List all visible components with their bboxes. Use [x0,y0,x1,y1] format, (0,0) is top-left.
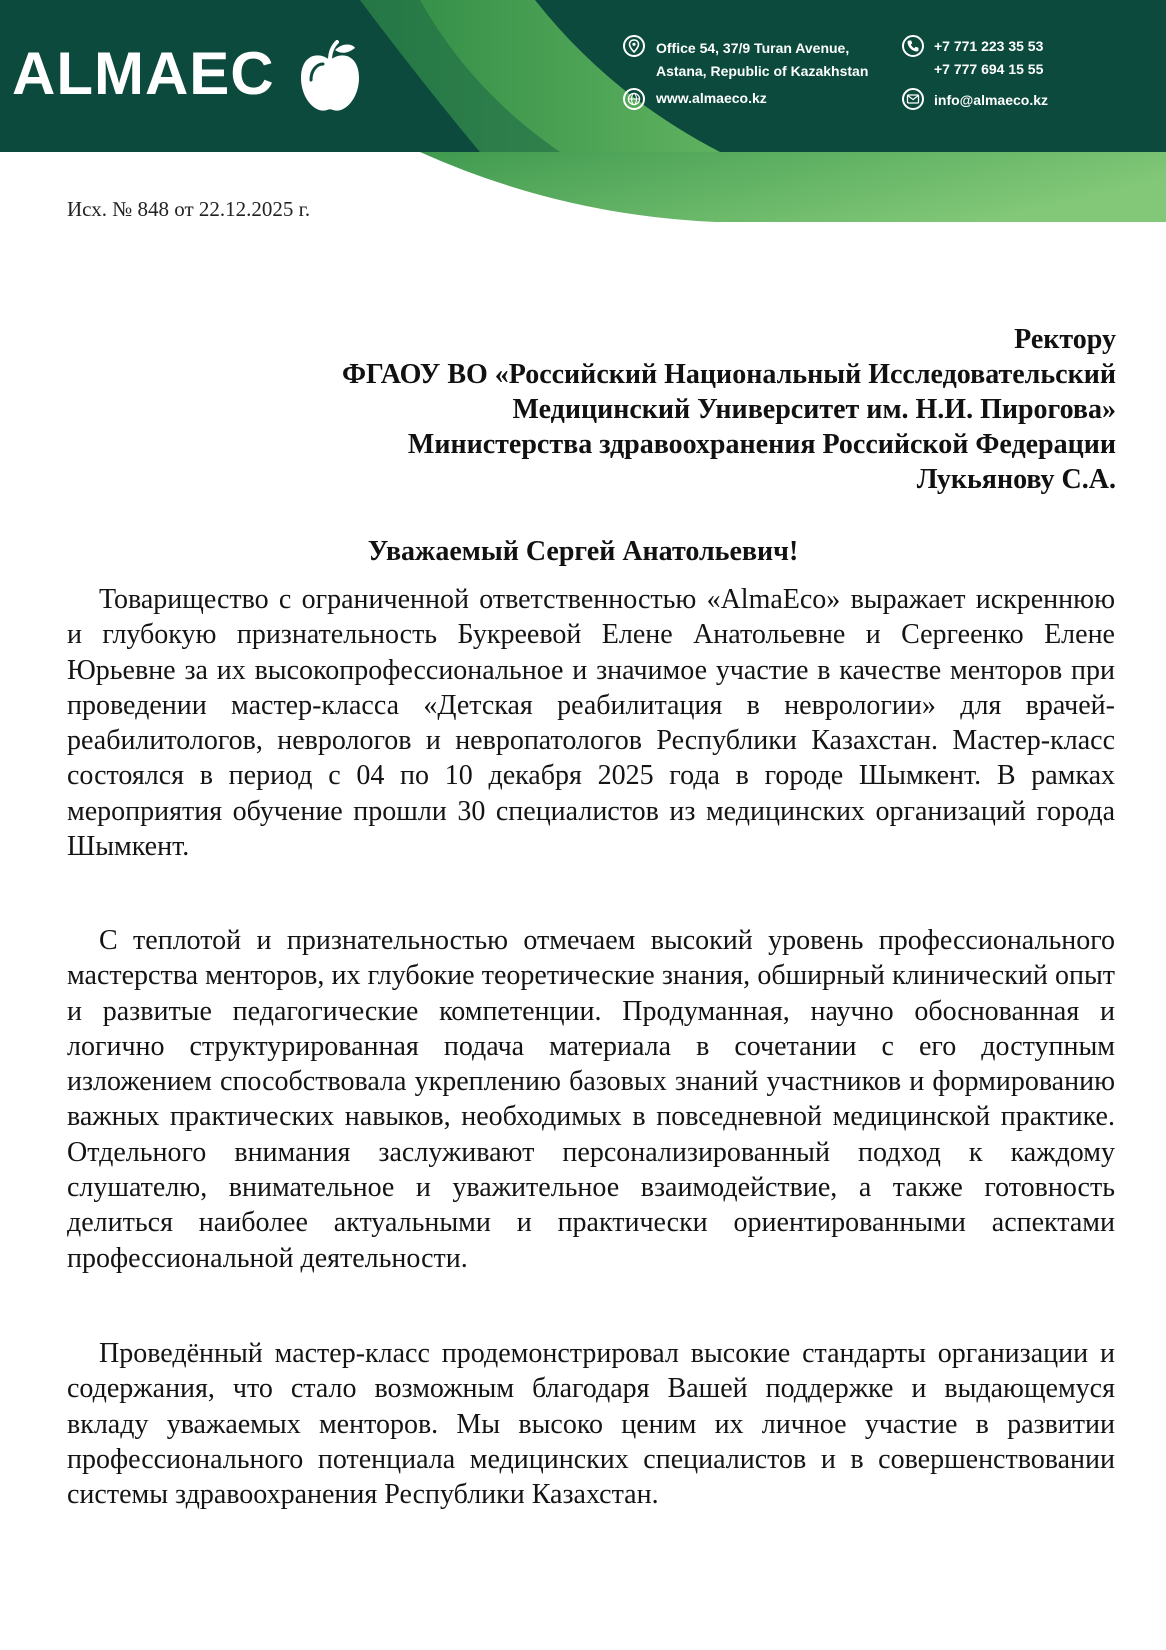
body-paragraph-2: С теплотой и признательностью отмечаем высокий уровень профессионального мастерства менторов, их глубокие теоретические знания, обширный клинический опыт и развитые педагогические компетенции. Продуманная, научно обоснованная и логично структурированная подача материала в сочетании с его доступным изложением способствовала укреплению базовых знаний участников и формированию важных практических навыков, необходимых в повседневной медицинской практике. Отдельного внимания заслуживают персонализированный подход к каждому слушателю, внимательное и уважительное взаимодействие, а также готовность делиться наиболее актуальными и практически ориентированными аспектами профессиональной деятельности. [67,925,1115,1274]
phone-number-1[interactable]: +7 771 223 35 53 [934,38,1044,54]
phone-number-2[interactable]: +7 777 694 15 55 [934,61,1044,77]
company-website[interactable]: www.almaeco.kz [656,90,767,106]
body-paragraph-1: Товарищество с ограниченной ответственностью «AlmaEco» выражает искреннюю и глубокую признательность Букреевой Елене Анатольевне и Сергеенко Елене Юрьевне за их высокопрофессиональное и значимое участие в качестве менторов при проведении мастер-класса «Детская реабилитация в неврологии» для врачей-реабилитологов, неврологов и невропатологов Республики Казахстан. Мастер-класс состоялся в период с 04 по 10 декабря 2025 года в городе Шымкент. В рамках мероприятия обучение прошли 30 специалистов из медицинских организаций города Шымкент. [67,584,1115,863]
header-background [0,0,1166,225]
outgoing-reference: Исх. № 848 от 22.12.2025 г. [67,197,311,221]
addressee-line: ФГАОУ ВО «Российский Национальный Исследовательский [341,359,1116,390]
globe-icon [623,88,645,110]
phone-icon [902,35,924,57]
mail-icon [902,88,924,110]
addressee-line: Министерства здравоохранения Российской Федерации [407,429,1116,460]
address-line-2: Astana, Republic of Kazakhstan [656,63,869,79]
body-paragraph-3: Проведённый мастер-класс продемонстрировал высокие стандарты организации и содержания, что стало возможным благодаря Вашей поддержке и выдающемуся вкладу уважаемых менторов. Мы высоко ценим их личное участие в развитии профессионального потенциала медицинских специалистов и в совершенствовании системы здравоохранения Республики Казахстан. [67,1338,1115,1511]
addressee-line: Лукьянову С.А. [916,464,1116,495]
letterhead-header [0,0,1166,225]
addressee-line: Ректору [1014,324,1116,355]
addressee-block [342,322,1116,497]
company-phones [934,35,1043,81]
location-pin-icon [623,35,645,57]
company-email[interactable]: info@almaeco.kz [934,92,1049,108]
addressee-line: Медицинский Университет им. Н.И. Пирогова» [512,394,1116,425]
apple-icon [297,40,363,116]
company-address [656,37,868,83]
company-logo [12,38,275,110]
address-line-1: Office 54, 37/9 Turan Avenue, [656,40,850,56]
letter-greeting: Уважаемый Сергей Анатольевич! [367,536,799,567]
logo-text: ALMAEC [12,40,275,107]
